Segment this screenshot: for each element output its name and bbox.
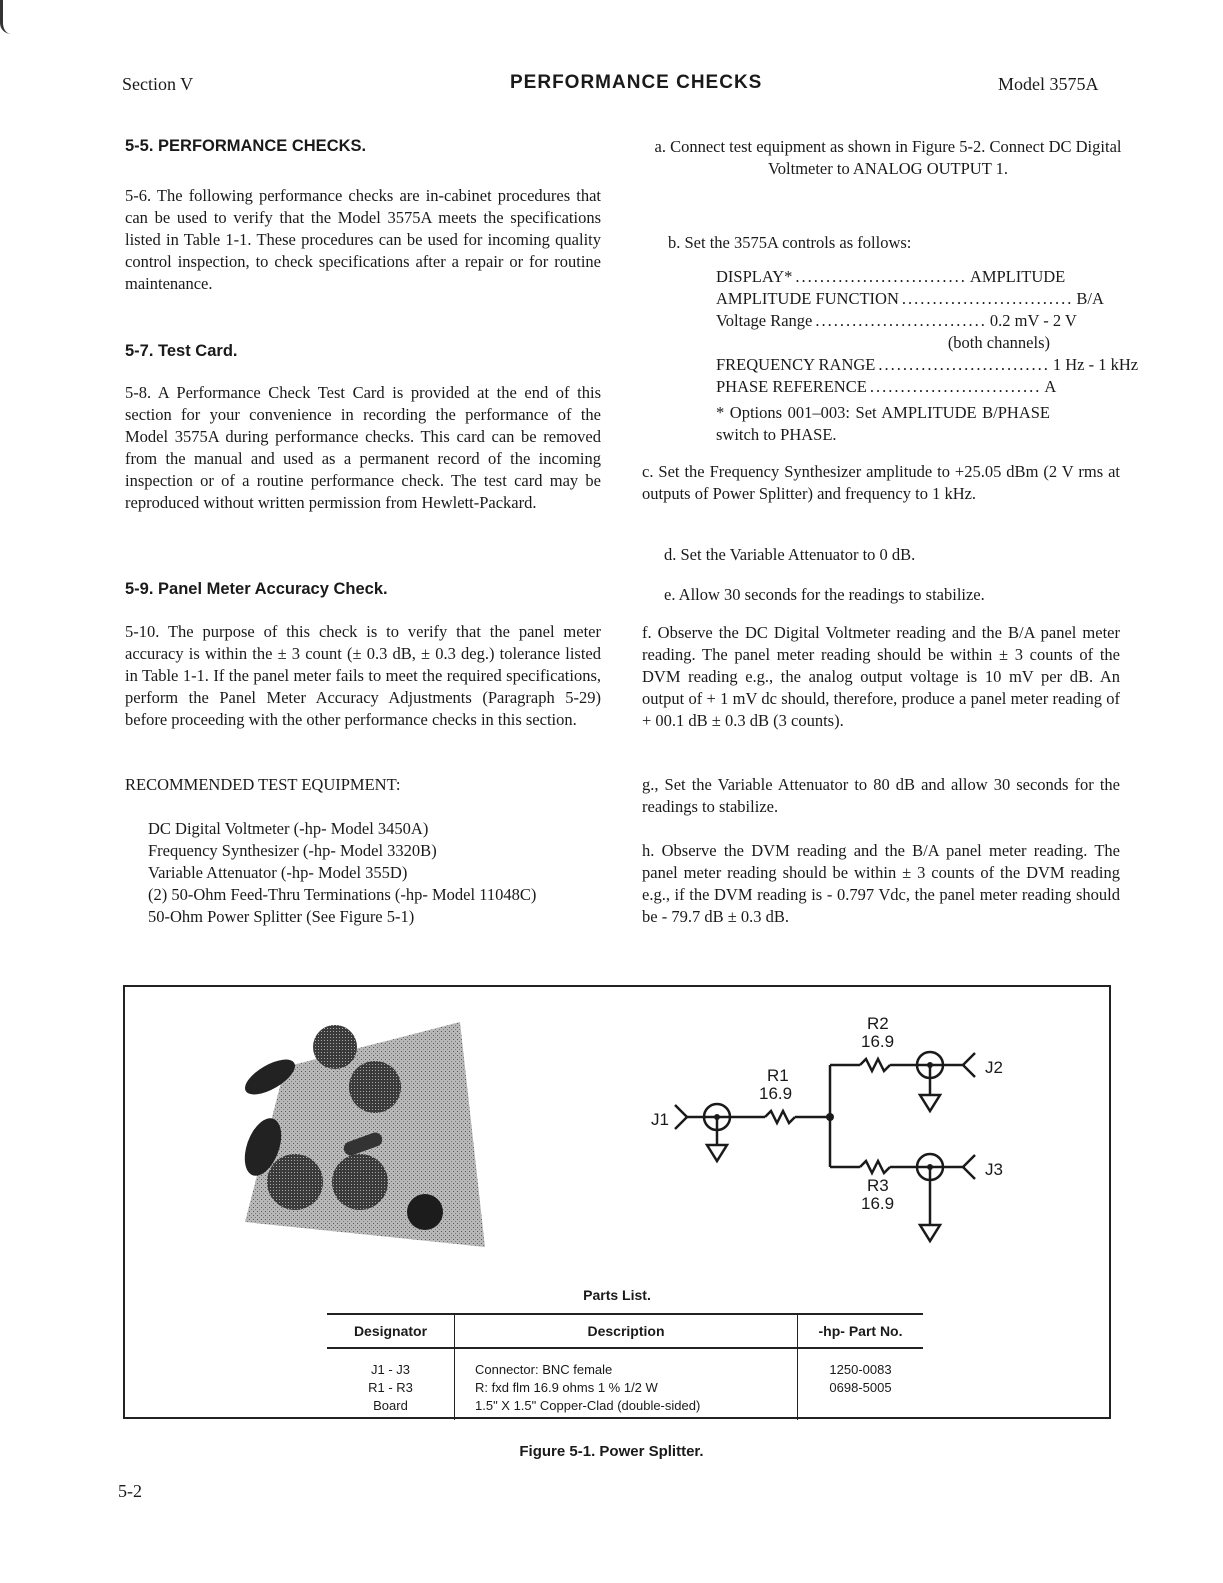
setting-value: A: [1044, 377, 1057, 396]
setting-name: Voltage Range: [716, 311, 813, 330]
paragraph-5-6: [125, 185, 601, 295]
setting-name: FREQUENCY RANGE: [716, 355, 876, 374]
designator: Board: [373, 1398, 408, 1413]
designator: R1 - R3: [368, 1380, 413, 1395]
part-number: 0698-5005: [829, 1380, 892, 1395]
page-number: 5-2: [118, 1481, 142, 1501]
j2-label: J2: [985, 1058, 1003, 1077]
step-f-text: f. Observe the DC Digital Voltmeter reading and the B/A panel meter reading. The panel meter reading should be within ± 3 counts of the DVM reading e.g., the analog output voltage is 10 mV per dB. An output of + 1 mV dc should, therefore, produce a panel meter reading of + 00.1 dB ± 0.3 dB (3 counts).: [642, 623, 1120, 730]
equipment-item: Frequency Synthesizer (-hp- Model 3320B): [148, 841, 437, 860]
j3-label: J3: [985, 1160, 1003, 1179]
step-c: [642, 461, 1120, 505]
power-splitter-schematic: [645, 1007, 1025, 1267]
step-e: e. Allow 30 seconds for the readings to stabilize.: [664, 585, 985, 604]
equipment-list: [148, 818, 600, 928]
paragraph-5-10-text: 5-10. The purpose of this check is to verify that the panel meter accuracy is within the ± 3 count (± 0.3 dB, ± 0.3 deg.) tolerance listed in Table 1-1. If the panel meter fails to meet the required specifications, perform the Panel Meter Accuracy Adjustments (Paragraph 5-29) before proceeding with the other performance checks in this section.: [125, 622, 601, 729]
power-splitter-photo: [225, 1007, 505, 1247]
column-header-part-number: -hp- Part No.: [798, 1314, 924, 1348]
r3-value: 16.9: [861, 1194, 895, 1213]
page-title: PERFORMANCE CHECKS: [510, 72, 763, 93]
r3-resistor-symbol: [860, 1161, 890, 1173]
description: Connector: BNC female: [475, 1362, 613, 1377]
part-number-cell: [798, 1348, 924, 1420]
equipment-item: (2) 50-Ohm Feed-Thru Terminations (-hp- Model 11048C): [148, 885, 537, 904]
description-cell: [455, 1348, 798, 1420]
model-label: Model 3575A: [998, 74, 1099, 94]
paragraph-5-8-text: 5-8. A Performance Check Test Card is provided at the end of this section for your convenience in recording the performance of the Model 3575A during performance checks. This card can be removed from the manual and used as a permanent record of the incoming inspection or of a routine performance check. The test card may be reproduced without written permission from Hewlett-Packard.: [125, 383, 601, 512]
parts-table-header-row: [327, 1314, 923, 1348]
setting-value: AMPLITUDE: [969, 267, 1066, 286]
step-d: d. Set the Variable Attenuator to 0 dB.: [664, 545, 916, 564]
setting-display: DISPLAY* ............................ AMPLITUDE: [716, 267, 1066, 286]
r2-value: 16.9: [861, 1032, 895, 1051]
description: R: fxd flm 16.9 ohms 1 % 1/2 W: [475, 1380, 658, 1395]
page-edge-mark: [0, 0, 11, 34]
step-h: [642, 840, 1120, 928]
j3-ground-symbol: [920, 1225, 940, 1241]
setting-frequency-range: FREQUENCY RANGE ............................ 1 Hz - 1 kHz: [716, 355, 1139, 374]
column-header-description: Description: [455, 1314, 798, 1348]
j1-ground-symbol: [707, 1145, 727, 1161]
r1-resistor-symbol: [765, 1111, 795, 1123]
paragraph-5-6-text: 5-6. The following performance checks are in-cabinet procedures that can be used to verify that the Model 3575A meets the specifications listed in Table 1-1. These procedures can be used for incoming quality control inspection, to check specifications after a repair or for routine maintenance.: [125, 186, 601, 293]
step-h-text: h. Observe the DVM reading and the B/A panel meter reading. The panel meter reading should be within ± 3 counts of the DVM reading e.g., if the DVM reading is - 0.797 Vdc, the panel meter reading should be - 79.7 dB ± 0.3 dB.: [642, 841, 1120, 926]
step-g-text: g., Set the Variable Attenuator to 80 dB and allow 30 seconds for the readings to stabilize.: [642, 775, 1120, 816]
paragraph-5-10: [125, 621, 601, 731]
figure-5-1-box: [123, 985, 1111, 1419]
column-header-designator: Designator: [327, 1314, 455, 1348]
step-a-text: a. Connect test equipment as shown in Figure 5-2. Connect DC Digital Voltmeter to ANALOG OUTPUT 1.: [654, 137, 1122, 178]
control-settings: [716, 266, 1139, 446]
description: 1.5" X 1.5" Copper-Clad (double-sided): [475, 1398, 701, 1413]
setting-value: B/A: [1076, 289, 1104, 308]
setting-phase-reference: PHASE REFERENCE ............................ A: [716, 377, 1057, 396]
step-f: [642, 622, 1120, 732]
junction-dot: [826, 1113, 834, 1121]
setting-name: AMPLITUDE FUNCTION: [716, 289, 899, 308]
options-note: * Options 001–003: Set AMPLITUDE B/PHASE switch to PHASE.: [716, 403, 1050, 444]
heading-5-7: 5-7. Test Card.: [125, 342, 238, 360]
parts-list-table: [327, 1313, 923, 1420]
part-number: 1250-0083: [829, 1362, 892, 1377]
step-a: [650, 136, 1126, 180]
j1-label: J1: [651, 1110, 669, 1129]
equipment-item: 50-Ohm Power Splitter (See Figure 5-1): [148, 907, 415, 926]
r1-label: R1: [767, 1066, 789, 1085]
j1-connector-symbol: [675, 1105, 687, 1129]
step-g: [642, 774, 1120, 818]
setting-value: 0.2 mV - 2 V: [989, 311, 1077, 330]
setting-value: 1 Hz - 1 kHz: [1052, 355, 1139, 374]
paragraph-5-8: [125, 382, 601, 514]
heading-5-9: 5-9. Panel Meter Accuracy Check.: [125, 580, 388, 598]
r3-label: R3: [867, 1176, 889, 1195]
step-b: b. Set the 3575A controls as follows:: [668, 233, 912, 252]
equipment-item: DC Digital Voltmeter (-hp- Model 3450A): [148, 819, 429, 838]
r2-resistor-symbol: [860, 1059, 890, 1071]
recommended-equipment-heading: RECOMMENDED TEST EQUIPMENT:: [125, 775, 401, 794]
r2-label: R2: [867, 1014, 889, 1033]
j2-ground-symbol: [920, 1095, 940, 1111]
setting-both-channels: (both channels): [947, 333, 1050, 352]
figure-caption: Figure 5-1. Power Splitter.: [519, 1443, 704, 1460]
heading-5-5: 5-5. PERFORMANCE CHECKS.: [125, 137, 367, 155]
table-row: [327, 1348, 923, 1420]
setting-name: DISPLAY*: [716, 267, 793, 286]
setting-name: PHASE REFERENCE: [716, 377, 867, 396]
section-label: Section V: [122, 74, 194, 94]
r1-value: 16.9: [759, 1084, 793, 1103]
parts-list-title: Parts List.: [583, 1287, 651, 1303]
designator: J1 - J3: [370, 1362, 410, 1377]
step-c-text: c. Set the Frequency Synthesizer amplitude to +25.05 dBm (2 V rms at outputs of Power Splitter) and frequency to 1 kHz.: [642, 462, 1120, 503]
setting-amplitude-function: AMPLITUDE FUNCTION ............................ B/A: [716, 289, 1104, 308]
designator-cell: [327, 1348, 455, 1420]
equipment-item: Variable Attenuator (-hp- Model 355D): [148, 863, 408, 882]
setting-voltage-range: Voltage Range ............................ 0.2 mV - 2 V: [716, 311, 1077, 330]
